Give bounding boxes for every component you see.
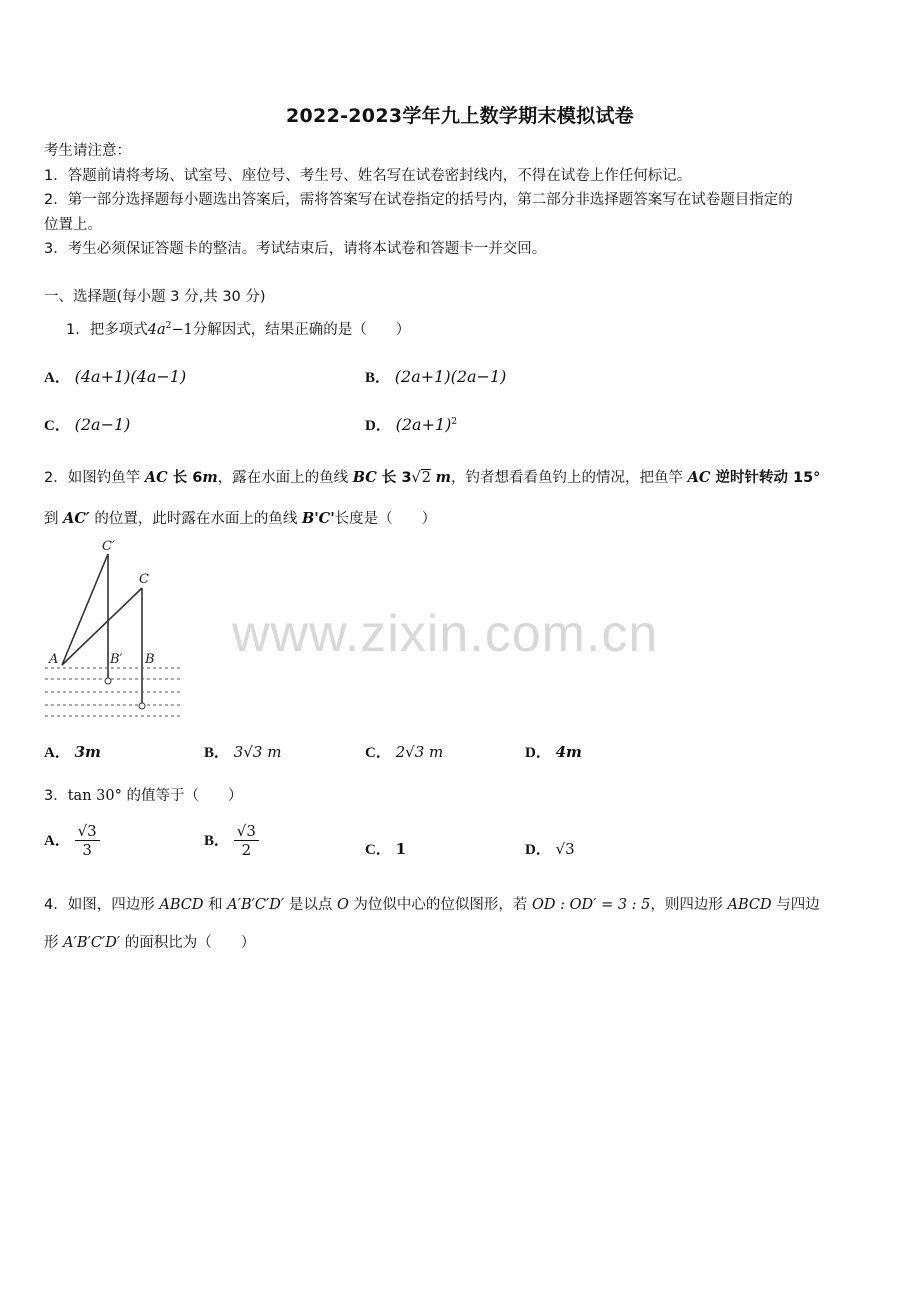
hook-b (139, 703, 145, 709)
q1-expr-b: −1 (171, 322, 193, 338)
question-2-line-1: 2．如图钓鱼竿 AC 长 6m，露在水面上的鱼线 BC 长 3√2 m，钓者想看看鱼钓上的情况，把鱼竿 AC 逆时针转动 15° (44, 469, 821, 486)
q3-option-a[interactable]: A． $\frac{√3}{3}$ (44, 822, 100, 859)
question-3: 3．tan 30° 的值等于（ ） (44, 788, 243, 804)
question-2-line-2: 到 AC′ 的位置，此时露在水面上的鱼线 B'C'长度是（ ） (44, 510, 437, 527)
notice-item-2: 2．第一部分选择题每小题选出答案后，需将答案写在试卷指定的括号内，第二部分非选择题答案写在试卷题目指定的 (44, 192, 793, 208)
q1-option-a[interactable]: A． (4a+1)(4a−1) (44, 367, 187, 386)
section-heading: 一、选择题(每小题 3 分,共 30 分) (44, 289, 266, 305)
q1-suffix: 分解因式，结果正确的是（ ） (192, 322, 411, 338)
page-title: 2022-2023学年九上数学期末模拟试卷 (286, 105, 634, 127)
label-b-prime: B′ (110, 652, 123, 667)
q2-option-b[interactable]: B． 3√3 m (204, 743, 282, 761)
label-a: A (49, 652, 59, 667)
q3-option-b[interactable]: B． $\frac{√3}{2}$ (204, 822, 259, 859)
rod-ac-prime (62, 554, 108, 665)
q3-option-c[interactable]: C． 1 (365, 840, 407, 858)
notice-heading: 考生请注意： (44, 143, 131, 159)
notice-item-1: 1．答题前请将考场、试室号、座位号、考生号、姓名写在试卷密封线内，不得在试卷上作任何标记。 (44, 168, 692, 184)
q1-option-c[interactable]: C． (2a−1) (44, 415, 131, 434)
water-lines (45, 668, 180, 716)
hook-b-prime (105, 678, 111, 684)
fishing-rod-figure (40, 535, 190, 720)
question-1: 1．把多项式$4a^2-1$分解因式，结果正确的是（ ） (66, 321, 411, 338)
question-4-line-2: 形 A′B′C′D′ 的面积比为（ ） (44, 935, 256, 951)
label-b: B (145, 652, 155, 667)
q1-option-b[interactable]: B． (2a+1)(2a−1) (365, 367, 507, 386)
q2-option-a[interactable]: A． 3m (44, 743, 101, 761)
q2-option-c[interactable]: C． 2√3 m (365, 743, 444, 761)
q1-prefix: 1．把多项式 (66, 322, 148, 338)
q1-expr-a: 4a (147, 322, 166, 338)
notice-item-3: 3．考生必须保证答题卡的整洁。考试结束后，请将本试卷和答题卡一并交回。 (44, 241, 547, 257)
label-c: C (139, 572, 149, 587)
rod-ac (62, 588, 142, 665)
label-c-prime: C′ (102, 539, 115, 554)
question-4-line-1: 4．如图，四边形 ABCD 和 A′B′C′D′ 是以点 O 为位似中心的位似图形，若 OD : OD′ = 3 : 5，则四边形 ABCD 与四边 (44, 897, 820, 913)
notice-item-2-cont: 位置上。 (44, 217, 102, 233)
q3-option-d[interactable]: D． √3 (525, 840, 575, 858)
q1-option-d[interactable]: D． $(2a+1)^2$ (365, 415, 458, 434)
q2-option-d[interactable]: D． 4m (525, 743, 582, 761)
watermark: www.zixin.com.cn (232, 605, 659, 663)
